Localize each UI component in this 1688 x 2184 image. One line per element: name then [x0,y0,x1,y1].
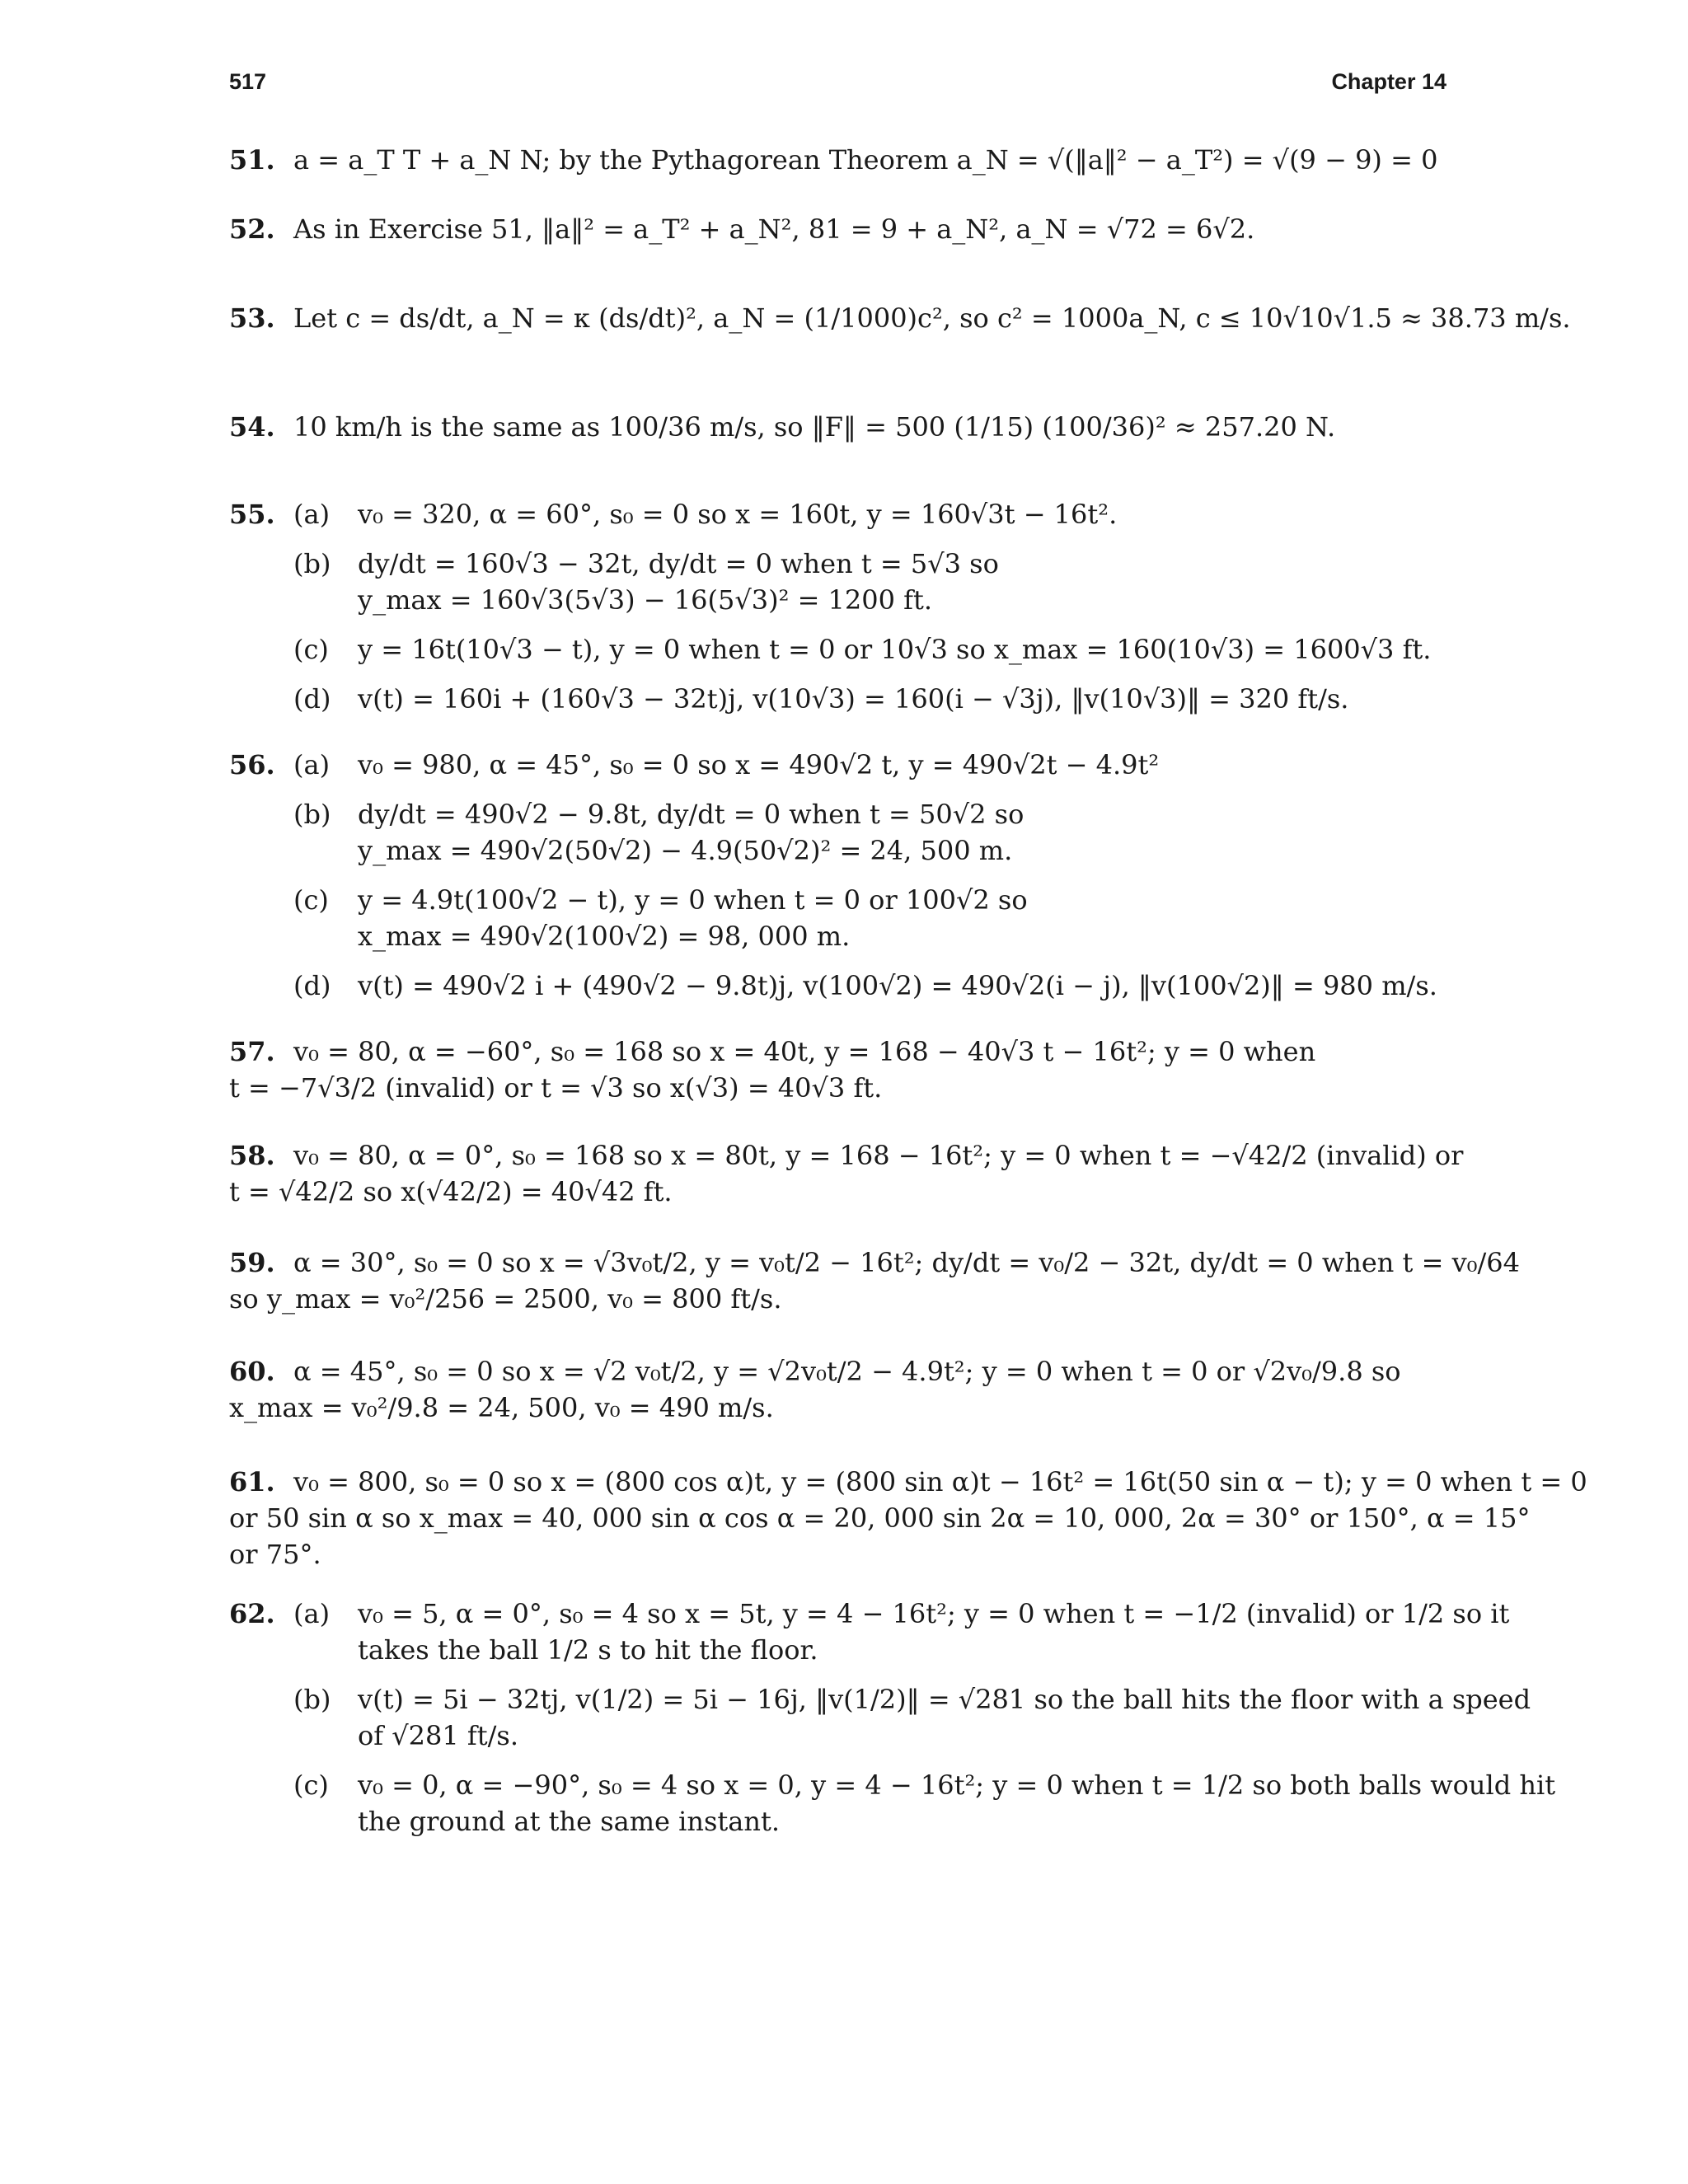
chapter-title: Chapter 14 [1331,69,1447,94]
exercise-number: 51. [229,144,275,176]
exercise-text: t = −7√3/2 (invalid) or t = √3 so x(√3) = 40√3 ft. [229,1072,883,1104]
exercise-number: 52. [229,213,275,245]
part-label: (b) [293,548,331,579]
exercise-part [293,882,1447,954]
exercise-number: 57. [229,1036,275,1067]
part-text: y = 4.9t(100√2 − t), y = 0 when t = 0 or 100√2 so [358,884,1028,916]
part-label: (c) [293,1769,329,1801]
exercise-text: t = √42/2 so x(√42/2) = 40√42 ft. [229,1176,673,1207]
exercise-text: Let c = ds/dt, a_N = κ (ds/dt)², a_N = (1/1000)c², so c² = 1000a_N, c ≤ 10√10√1.5 ≈ 38.73 m/s. [293,302,1571,334]
exercise-55 [229,496,1447,717]
part-text: v₀ = 980, α = 45°, s₀ = 0 so x = 490√2 t, y = 490√2t − 4.9t² [358,749,1160,780]
exercise-60 [229,1353,1447,1426]
exercise-part [293,631,1447,668]
exercise-part [293,496,1447,532]
exercise-text: v₀ = 80, α = 0°, s₀ = 168 so x = 80t, y = 168 − 16t²; y = 0 when t = −√42/2 (invalid) or [293,1140,1464,1171]
exercise-number: 59. [229,1247,275,1278]
exercise-number: 55. [229,499,275,530]
exercise-51 [229,142,1447,178]
part-text: v(t) = 5i − 32tj, v(1/2) = 5i − 16j, ‖v(1/2)‖ = √281 so the ball hits the floor with a speed [358,1684,1531,1715]
exercise-text: As in Exercise 51, ‖a‖² = a_T² + a_N², 81 = 9 + a_N², a_N = √72 = 6√2. [293,213,1255,245]
exercise-part [293,968,1447,1004]
exercise-number: 58. [229,1140,275,1171]
exercise-text: α = 30°, s₀ = 0 so x = √3v₀t/2, y = v₀t/2 − 16t²; dy/dt = v₀/2 − 32t, dy/dt = 0 when t = v₀/64 [293,1247,1520,1278]
exercise-text: v₀ = 80, α = −60°, s₀ = 168 so x = 40t, y = 168 − 40√3 t − 16t²; y = 0 when [293,1036,1316,1067]
part-label: (a) [293,1598,331,1629]
exercise-57 [229,1033,1447,1106]
part-text: y_max = 160√3(5√3) − 16(5√3)² = 1200 ft. [358,584,933,616]
part-text: y_max = 490√2(50√2) − 4.9(50√2)² = 24, 500 m. [358,835,1013,866]
part-text: v₀ = 0, α = −90°, s₀ = 4 so x = 0, y = 4 − 16t²; y = 0 when t = 1/2 so both balls would hit [358,1769,1556,1801]
exercise-part [293,681,1447,717]
exercise-number: 61. [229,1466,275,1497]
part-text: of √281 ft/s. [358,1720,518,1751]
part-label: (a) [293,749,331,780]
exercise-number: 62. [229,1598,275,1629]
part-text: v₀ = 320, α = 60°, s₀ = 0 so x = 160t, y = 160√3t − 16t². [358,499,1118,530]
part-label: (c) [293,634,329,665]
exercise-text: v₀ = 800, s₀ = 0 so x = (800 cos α)t, y = (800 sin α)t − 16t² = 16t(50 sin α − t); y = 0 when t = 0 [293,1466,1587,1497]
exercise-text: x_max = v₀²/9.8 = 24, 500, v₀ = 490 m/s. [229,1392,774,1423]
exercise-61 [229,1464,1587,1572]
part-text: v(t) = 160i + (160√3 − 32t)j, v(10√3) = 160(i − √3j), ‖v(10√3)‖ = 320 ft/s. [358,683,1349,715]
exercise-number: 54. [229,411,275,443]
exercise-part [293,1681,1531,1754]
page-header [229,69,1447,102]
exercise-part [293,546,1447,618]
exercise-56 [229,747,1447,1004]
exercise-text: a = a_T T + a_N N; by the Pythagorean Theorem a_N = √(‖a‖² − a_T²) = √(9 − 9) = 0 [293,144,1438,176]
exercise-number: 60. [229,1356,275,1387]
exercise-text: so y_max = v₀²/256 = 2500, v₀ = 800 ft/s. [229,1283,782,1315]
part-text: the ground at the same instant. [358,1806,780,1837]
exercise-text: 10 km/h is the same as 100/36 m/s, so ‖F‖ = 500 (1/15) (100/36)² ≈ 257.20 N. [293,411,1336,443]
part-text: v(t) = 490√2 i + (490√2 − 9.8t)j, v(100√2) = 490√2(i − j), ‖v(100√2)‖ = 980 m/s. [358,970,1437,1001]
exercise-number: 56. [229,749,275,780]
exercise-52 [229,211,1447,247]
exercise-part [293,747,1447,783]
exercise-62 [229,1596,1556,1840]
part-text: dy/dt = 490√2 − 9.8t, dy/dt = 0 when t = 50√2 so [358,799,1025,830]
part-label: (b) [293,1684,331,1715]
exercise-54 [229,409,1447,445]
part-text: takes the ball 1/2 s to hit the floor. [358,1634,818,1666]
exercise-text: or 50 sin α so x_max = 40, 000 sin α cos α = 20, 000 sin 2α = 10, 000, 2α = 30° or 150°, α = 15° [229,1502,1531,1534]
part-label: (b) [293,799,331,830]
exercise-number: 53. [229,302,275,334]
exercise-58 [229,1137,1464,1210]
exercise-text: or 75°. [229,1539,321,1570]
exercise-part [293,1596,1510,1668]
part-text: y = 16t(10√3 − t), y = 0 when t = 0 or 10√3 so x_max = 160(10√3) = 1600√3 ft. [358,634,1432,665]
part-text: x_max = 490√2(100√2) = 98, 000 m. [358,921,851,952]
part-label: (c) [293,884,329,916]
part-text: v₀ = 5, α = 0°, s₀ = 4 so x = 5t, y = 4 − 16t²; y = 0 when t = −1/2 (invalid) or 1/2 so it [358,1598,1510,1629]
part-label: (a) [293,499,331,530]
exercise-53 [229,300,1571,336]
exercise-59 [229,1244,1520,1317]
exercise-part [293,1767,1556,1840]
exercise-text: α = 45°, s₀ = 0 so x = √2 v₀t/2, y = √2v₀t/2 − 4.9t²; y = 0 when t = 0 or √2v₀/9.8 so [293,1356,1401,1387]
exercise-part [293,796,1447,869]
page-number: 517 [229,69,267,94]
part-label: (d) [293,683,331,715]
part-label: (d) [293,970,331,1001]
part-text: dy/dt = 160√3 − 32t, dy/dt = 0 when t = 5√3 so [358,548,999,579]
